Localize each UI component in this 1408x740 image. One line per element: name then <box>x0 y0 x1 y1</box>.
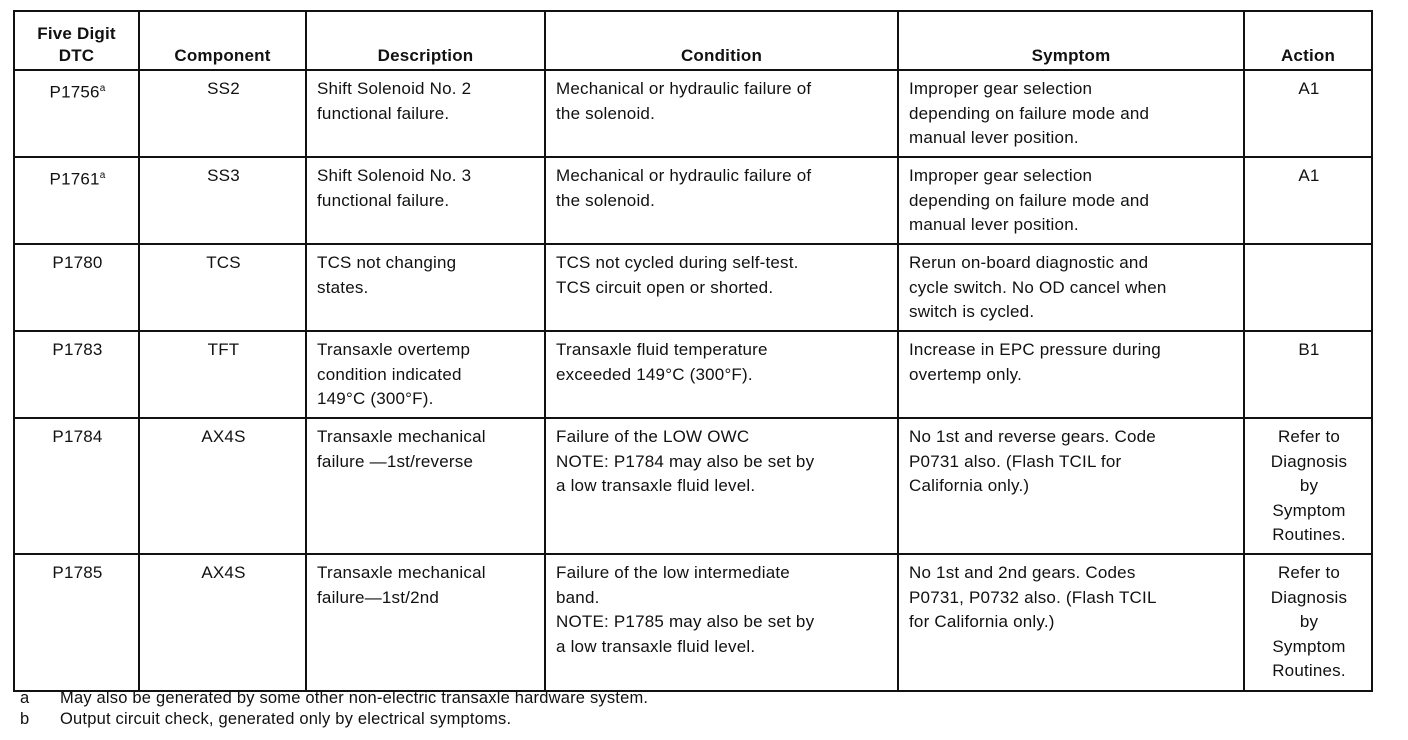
description-cell <box>306 244 545 331</box>
condition-line: TCS not cycled during self-test. <box>556 253 799 272</box>
action-line: Routines. <box>1272 661 1346 680</box>
dtc-code-cell <box>14 70 139 157</box>
symptom-line: Increase in EPC pressure during <box>909 340 1161 359</box>
symptom-cell <box>898 554 1244 691</box>
dtc-code: P1783 <box>52 340 103 359</box>
description-line: functional failure. <box>317 190 450 210</box>
action-line: Symptom <box>1272 500 1346 520</box>
action-cell <box>1244 418 1372 554</box>
dtc-code-cell <box>14 157 139 244</box>
table-row <box>14 331 1372 418</box>
condition-cell <box>545 70 898 157</box>
condition-line: Failure of the low intermediate <box>556 563 790 582</box>
condition-line: exceeded 149°C (300°F). <box>556 364 753 384</box>
condition-line: TCS circuit open or shorted. <box>556 277 774 297</box>
action-cell <box>1244 157 1372 244</box>
action-line: by <box>1299 612 1319 631</box>
condition-line: Mechanical or hydraulic failure of <box>556 166 812 185</box>
footnotes <box>20 688 648 730</box>
description-line: Transaxle overtemp <box>317 340 471 359</box>
footnote-text: May also be generated by some other non-electric transaxle hardware system. <box>60 689 649 707</box>
header-condition: Condition <box>545 11 898 70</box>
dtc-code: P1780 <box>52 253 103 272</box>
description-cell <box>306 554 545 691</box>
condition-cell <box>545 157 898 244</box>
table-row <box>14 70 1372 157</box>
symptom-line: depending on failure mode and <box>909 190 1150 210</box>
symptom-cell <box>898 418 1244 554</box>
symptom-cell <box>898 331 1244 418</box>
description-line: states. <box>317 277 369 297</box>
dtc-table <box>13 10 1373 692</box>
action-line: Routines. <box>1272 525 1346 544</box>
symptom-line: manual lever position. <box>909 128 1079 147</box>
header-description: Description <box>306 11 545 70</box>
symptom-line: No 1st and reverse gears. Code <box>909 427 1156 446</box>
symptom-line: depending on failure mode and <box>909 103 1150 123</box>
footnote-marker: a <box>99 170 106 181</box>
condition-line: Failure of the LOW OWC <box>556 427 750 446</box>
component-cell: TCS <box>139 244 306 331</box>
component-cell: TFT <box>139 331 306 418</box>
symptom-line: Improper gear selection <box>909 166 1093 185</box>
table-row <box>14 554 1372 691</box>
action-cell <box>1244 70 1372 157</box>
dtc-code-cell <box>14 244 139 331</box>
table-row <box>14 418 1372 554</box>
action-cell <box>1244 554 1372 691</box>
symptom-line: Rerun on-board diagnostic and <box>909 253 1149 272</box>
header-symptom: Symptom <box>898 11 1244 70</box>
header-action: Action <box>1244 11 1372 70</box>
action-line: by <box>1299 476 1319 495</box>
description-cell <box>306 331 545 418</box>
dtc-code-cell <box>14 418 139 554</box>
condition-line: NOTE: P1784 may also be set by <box>556 451 815 471</box>
condition-line: Transaxle fluid temperature <box>556 340 768 359</box>
description-line: condition indicated <box>317 364 462 384</box>
action-line: Symptom <box>1272 636 1346 656</box>
dtc-code: P1761 <box>49 169 100 189</box>
action-cell <box>1244 331 1372 418</box>
table-row <box>14 157 1372 244</box>
symptom-line: Improper gear selection <box>909 79 1093 98</box>
symptom-line: overtemp only. <box>909 364 1023 384</box>
action-line: Refer to <box>1277 563 1341 582</box>
description-line: failure —1st/reverse <box>317 451 474 471</box>
action-line: A1 <box>1298 166 1320 185</box>
component-cell: SS2 <box>139 70 306 157</box>
description-line: 149°C (300°F). <box>317 389 434 408</box>
header-component: Component <box>139 11 306 70</box>
header-dtc: Five Digit DTC <box>14 11 139 70</box>
symptom-cell <box>898 244 1244 331</box>
condition-line: NOTE: P1785 may also be set by <box>556 612 815 631</box>
dtc-code: P1756 <box>49 82 100 102</box>
symptom-cell <box>898 157 1244 244</box>
description-cell <box>306 418 545 554</box>
action-line: Diagnosis <box>1270 587 1348 607</box>
condition-cell <box>545 418 898 554</box>
action-line: A1 <box>1298 79 1320 98</box>
description-line: Shift Solenoid No. 3 <box>317 166 472 185</box>
symptom-line: P0731, P0732 also. (Flash TCIL <box>909 587 1157 607</box>
symptom-line: for California only.) <box>909 612 1055 631</box>
condition-line: a low transaxle fluid level. <box>556 636 756 656</box>
description-line: functional failure. <box>317 103 450 123</box>
condition-line: the solenoid. <box>556 103 656 123</box>
action-line: Diagnosis <box>1270 451 1348 471</box>
description-line: failure—1st/2nd <box>317 587 440 607</box>
footnote-text: Output circuit check, generated only by electrical symptoms. <box>60 710 512 728</box>
description-line: Shift Solenoid No. 2 <box>317 79 472 98</box>
condition-line: a low transaxle fluid level. <box>556 476 756 495</box>
action-line: B1 <box>1298 340 1320 359</box>
symptom-line: cycle switch. No OD cancel when <box>909 277 1167 297</box>
table-row <box>14 244 1372 331</box>
symptom-line: switch is cycled. <box>909 302 1035 321</box>
description-line: Transaxle mechanical <box>317 427 486 446</box>
condition-cell <box>545 244 898 331</box>
dtc-code: P1784 <box>52 427 103 446</box>
description-line: Transaxle mechanical <box>317 563 486 582</box>
condition-line: the solenoid. <box>556 190 656 210</box>
symptom-line: P0731 also. (Flash TCIL for <box>909 451 1122 471</box>
footnote-marker: a <box>99 83 106 94</box>
symptom-cell <box>898 70 1244 157</box>
dtc-code-cell <box>14 331 139 418</box>
condition-cell <box>545 554 898 691</box>
dtc-code-cell <box>14 554 139 691</box>
table-header-row <box>14 11 1372 70</box>
footnote-mark: b <box>20 710 30 728</box>
action-cell <box>1244 244 1372 331</box>
footnote-mark: a <box>20 689 30 707</box>
action-line: Refer to <box>1277 427 1341 446</box>
description-cell <box>306 157 545 244</box>
component-cell: AX4S <box>139 554 306 691</box>
symptom-line: manual lever position. <box>909 215 1079 234</box>
description-line: TCS not changing <box>317 253 457 272</box>
condition-line: Mechanical or hydraulic failure of <box>556 79 812 98</box>
symptom-line: No 1st and 2nd gears. Codes <box>909 563 1136 582</box>
condition-cell <box>545 331 898 418</box>
footnote <box>20 688 648 709</box>
component-cell: SS3 <box>139 157 306 244</box>
component-cell: AX4S <box>139 418 306 554</box>
dtc-code: P1785 <box>52 563 103 582</box>
symptom-line: California only.) <box>909 476 1030 495</box>
description-cell <box>306 70 545 157</box>
footnote <box>20 709 648 730</box>
condition-line: band. <box>556 587 600 607</box>
